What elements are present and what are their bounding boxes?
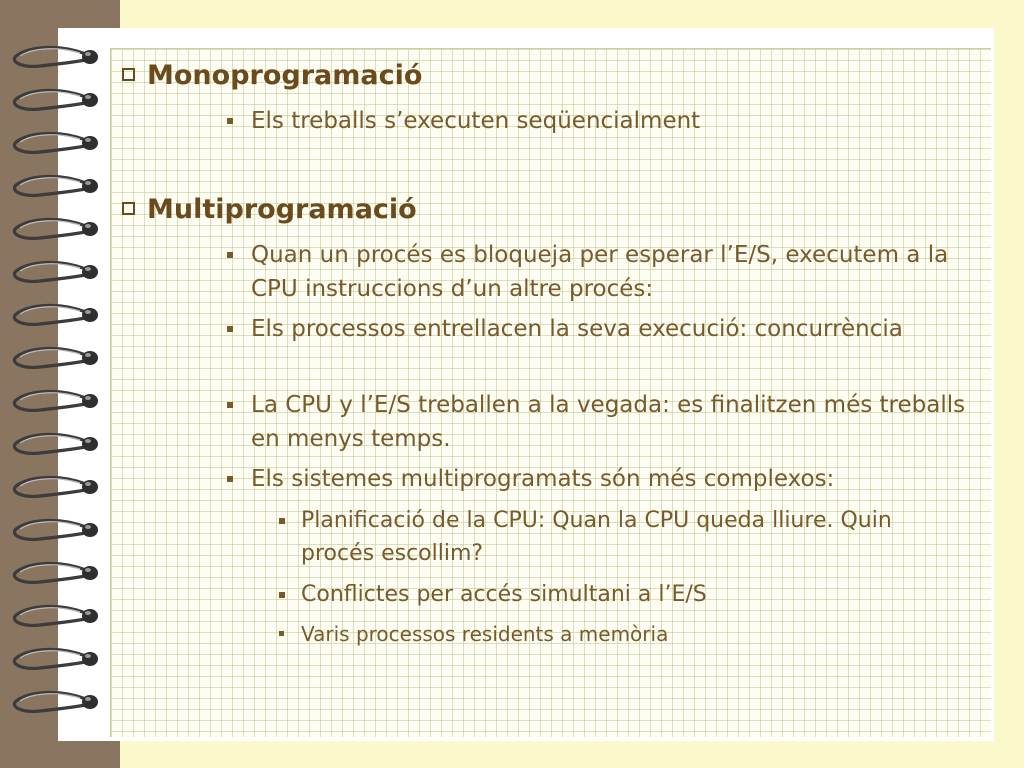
filled-square-icon (227, 118, 233, 124)
bullet-text: La CPU y l’E/S treballen a la vegada: es finalitzen més treballs en menys temps. (251, 392, 966, 452)
hollow-square-icon (122, 68, 135, 81)
heading-text: Multiprogramació (147, 194, 417, 225)
spiral-ring-icon (0, 169, 110, 209)
sub-bullet-text: Conflictes per accés simultani a l’E/S (301, 582, 707, 607)
bullet-item (227, 238, 967, 306)
bullet-text: Quan un procés es bloqueja per esperar l’E/S, executem a la CPU instruccions d’un altre procés: (251, 242, 949, 302)
filled-square-icon (279, 518, 285, 524)
sub-bullet-text: Varis processos residents a memòria (301, 622, 669, 646)
spiral-binding (0, 40, 110, 730)
sub-bullet-item (279, 618, 959, 651)
spiral-ring-icon (0, 126, 110, 166)
filled-square-icon (227, 252, 233, 258)
spiral-ring-icon (0, 83, 110, 123)
spiral-ring-icon (0, 255, 110, 295)
spiral-ring-icon (0, 298, 110, 338)
spiral-ring-icon (0, 642, 110, 682)
spiral-ring-icon (0, 470, 110, 510)
filled-square-icon (279, 631, 284, 636)
spiral-ring-icon (0, 556, 110, 596)
bullet-item (227, 462, 967, 496)
bullet-item (227, 312, 967, 346)
spiral-ring-icon (0, 40, 110, 80)
heading-multiprogramacio (122, 194, 417, 225)
filled-square-icon (227, 326, 233, 332)
filled-square-icon (227, 402, 233, 408)
bullet-text: Els treballs s’executen seqüencialment (251, 108, 701, 134)
sub-bullet-text: Planificació de la CPU: Quan la CPU queda lliure. Quin procés escollim? (301, 508, 892, 566)
bullet-item (227, 104, 967, 138)
heading-monoprogramacio (122, 60, 422, 91)
hollow-square-icon (122, 202, 135, 215)
sub-bullet-item (279, 578, 959, 611)
sub-bullet-item (279, 504, 959, 570)
spiral-ring-icon (0, 685, 110, 725)
bullet-item (227, 388, 967, 456)
filled-square-icon (227, 476, 233, 482)
spiral-ring-icon (0, 427, 110, 467)
bullet-text: Els sistemes multiprogramats són més complexos: (251, 466, 835, 492)
spiral-ring-icon (0, 341, 110, 381)
bullet-text: Els processos entrellacen la seva execució: concurrència (251, 316, 903, 342)
spiral-ring-icon (0, 384, 110, 424)
spiral-ring-icon (0, 212, 110, 252)
spiral-ring-icon (0, 513, 110, 553)
heading-text: Monoprogramació (147, 60, 423, 91)
spiral-ring-icon (0, 599, 110, 639)
filled-square-icon (279, 592, 285, 598)
